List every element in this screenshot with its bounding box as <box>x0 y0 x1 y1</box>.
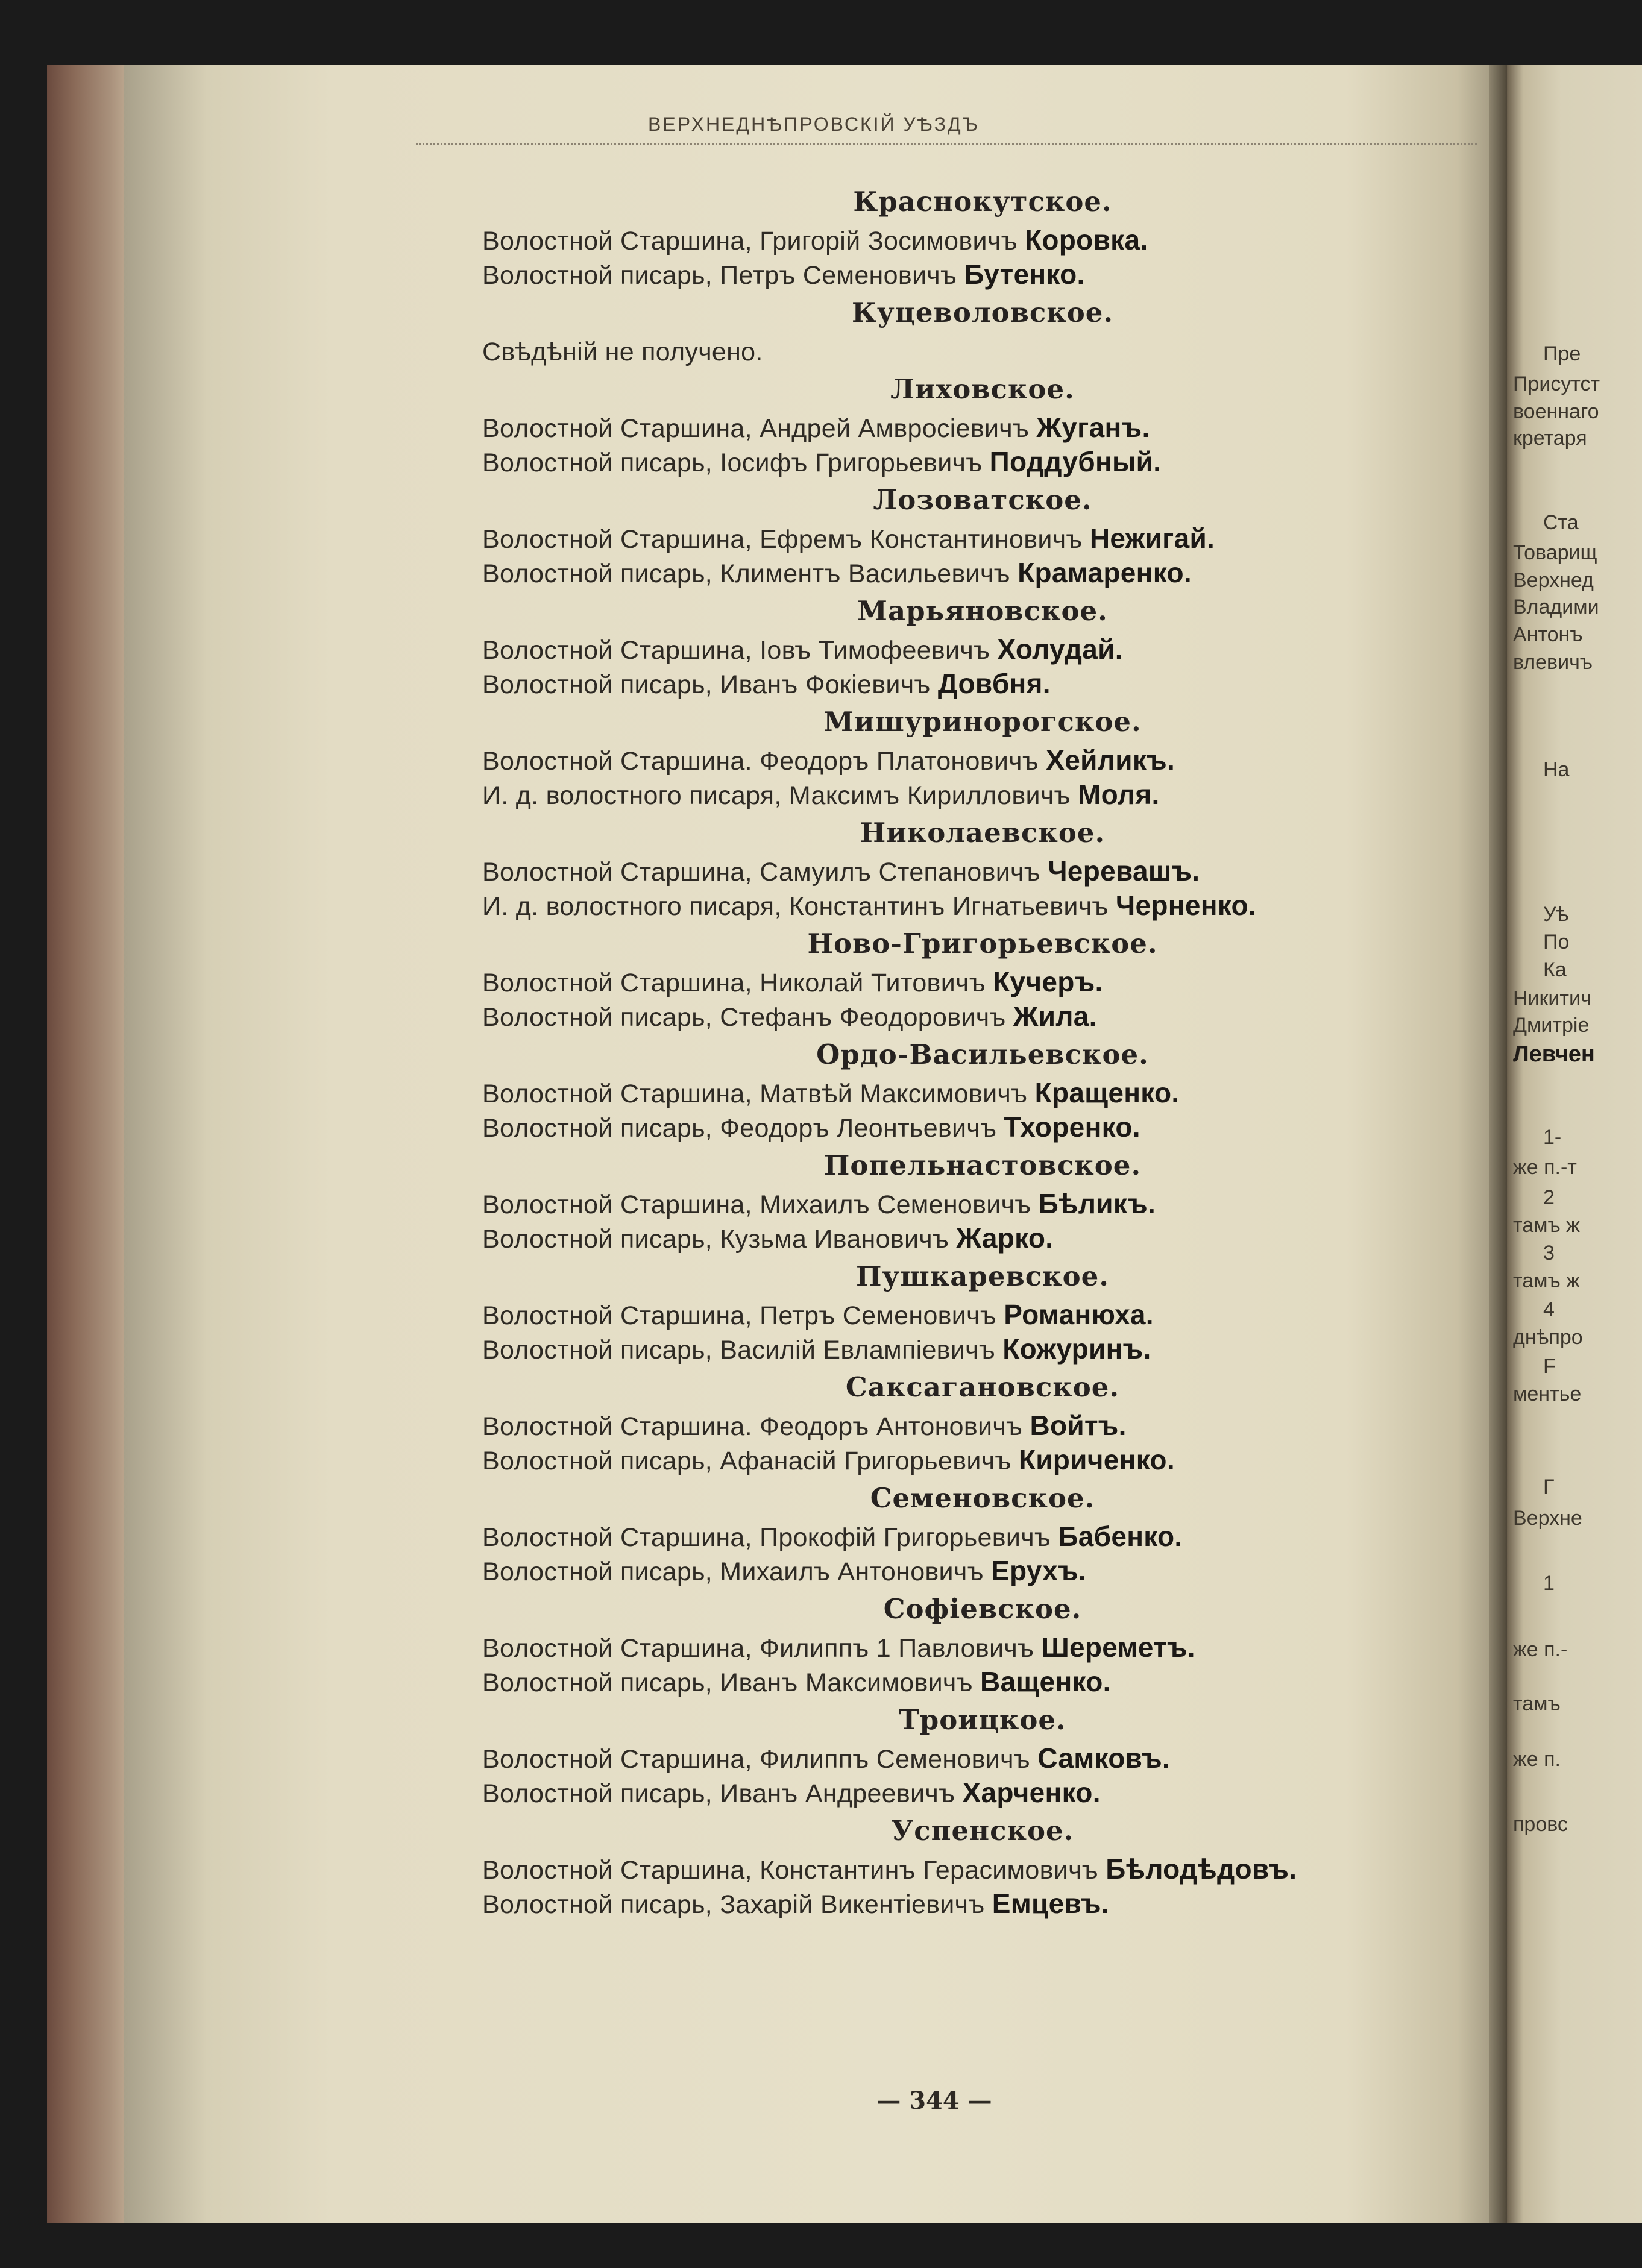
volost-entry <box>482 1810 1459 1921</box>
official-surname: Кириченко. <box>1018 1444 1175 1475</box>
official-text: Волостной Старшина. Феодоръ Антоновичъ <box>482 1412 1030 1441</box>
official-line <box>482 1741 1459 1776</box>
volost-title: Пушкаревское. <box>856 1260 1109 1292</box>
official-line <box>482 1221 1459 1255</box>
volost-title: Николаевское. <box>860 817 1106 849</box>
volost-entry <box>482 181 1459 292</box>
official-text: Волостной Старшина, Филиппъ 1 Павловичъ <box>482 1634 1042 1663</box>
official-line <box>482 1332 1459 1366</box>
official-text: Волостной Старшина. Феодоръ Платоновичъ <box>482 747 1046 776</box>
official-text: Волостной Старшина, Андрей Амвросіевичъ <box>482 414 1037 443</box>
official-surname: Жарко. <box>956 1222 1054 1254</box>
official-surname: Бѣлодѣдовъ. <box>1106 1853 1297 1885</box>
right-page-fragment: Ста <box>1543 511 1579 534</box>
official-surname: Коровка. <box>1025 224 1148 256</box>
volost-entry <box>482 1588 1459 1699</box>
official-surname: Шереметъ. <box>1041 1632 1195 1663</box>
official-surname: Ерухъ. <box>991 1555 1087 1586</box>
official-surname: Жуганъ. <box>1036 412 1150 443</box>
official-surname: Холудай. <box>997 633 1123 665</box>
right-page-fragment: тамъ <box>1513 1692 1561 1715</box>
official-line <box>482 1630 1459 1665</box>
official-line <box>482 1554 1459 1588</box>
right-page-fragment: Верхне <box>1513 1507 1582 1530</box>
right-page-fragment: Пре <box>1543 342 1581 365</box>
right-page-fragment: днѣпро <box>1513 1326 1583 1349</box>
volost-entry <box>482 479 1459 590</box>
volost-title: Лиховское. <box>890 373 1075 405</box>
volost-entry <box>482 368 1459 479</box>
official-text: Волостной Старшина, Михаилъ Семеновичъ <box>482 1190 1039 1219</box>
official-line <box>482 1665 1459 1699</box>
official-line <box>482 1110 1459 1145</box>
right-page-fragment: Антонъ <box>1513 623 1583 646</box>
official-line <box>482 743 1459 777</box>
official-surname: Моля. <box>1077 779 1160 810</box>
official-text: Волостной Старшина, Прокофій Григорьевичъ <box>482 1523 1058 1552</box>
official-line <box>482 1886 1459 1921</box>
official-text: Волостной Старшина, Петръ Семеновичъ <box>482 1301 1004 1330</box>
official-text: Волостной писарь, Іосифъ Григорьевичъ <box>482 448 990 477</box>
right-page-fragment: же п.-т <box>1513 1156 1577 1179</box>
page-number: — 344 — <box>876 2087 992 2115</box>
official-text: Волостной писарь, Феодоръ Леонтьевичъ <box>482 1114 1004 1143</box>
volost-title: Мишуринорогское. <box>823 706 1142 738</box>
right-page-fragment: тамъ ж <box>1513 1269 1580 1292</box>
official-surname: Нежигай. <box>1089 523 1215 554</box>
official-line <box>482 777 1459 812</box>
official-surname: Бутенко. <box>964 259 1085 290</box>
official-text: Волостной писарь, Климентъ Васильевичъ <box>482 559 1018 588</box>
right-page-fragment: Ка <box>1543 958 1567 981</box>
right-page-fragment: 2 <box>1543 1186 1555 1209</box>
volost-entry <box>482 1699 1459 1810</box>
official-surname: Поддубный. <box>989 446 1162 477</box>
official-line <box>482 1298 1459 1332</box>
volost-title: Успенское. <box>891 1815 1074 1847</box>
volost-title: Краснокутское. <box>853 186 1112 218</box>
right-page-fragment: По <box>1543 931 1570 953</box>
official-line <box>482 1076 1459 1110</box>
official-line <box>482 1409 1459 1443</box>
volost-title: Ордо-Васильевское. <box>816 1038 1149 1070</box>
official-line <box>482 965 1459 999</box>
volost-entry <box>482 812 1459 923</box>
volost-title: Лозоватское. <box>873 484 1092 516</box>
official-line <box>482 1519 1459 1554</box>
volost-title: Куцеволовское. <box>851 297 1114 328</box>
right-page-fragment: Присутст <box>1513 372 1600 395</box>
right-page-fragment: же п. <box>1513 1748 1561 1771</box>
official-text: И. д. волостного писаря, Константинъ Игнатьевичъ <box>482 892 1116 921</box>
official-line <box>482 1776 1459 1810</box>
volost-entry <box>482 590 1459 701</box>
volost-entry <box>482 923 1459 1034</box>
official-text: Волостной писарь, Иванъ Фокіевичъ <box>482 670 938 699</box>
right-page-fragment: тамъ ж <box>1513 1214 1580 1237</box>
page-gutter <box>1489 65 1507 2223</box>
official-text: Волостной писарь, Михаилъ Антоновичъ <box>482 1557 991 1586</box>
right-page-fragment: 1 <box>1543 1572 1555 1595</box>
official-surname: Черевашъ. <box>1048 855 1200 887</box>
volost-entry <box>482 1145 1459 1255</box>
volost-title: Семеновское. <box>870 1482 1095 1514</box>
volost-title: Попельнастовское. <box>823 1149 1142 1181</box>
official-line <box>482 667 1459 701</box>
right-page-fragment: 1- <box>1543 1126 1562 1149</box>
official-text: Волостной писарь, Кузьма Ивановичъ <box>482 1225 957 1254</box>
volost-title: Троицкое. <box>899 1704 1066 1736</box>
official-text: Волостной Старшина, Матвѣй Максимовичъ <box>482 1079 1035 1108</box>
right-page-fragment: ментье <box>1513 1383 1582 1406</box>
right-page-fragment: влевичъ <box>1513 651 1593 674</box>
header-rule <box>416 143 1477 145</box>
volost-title: Саксагановское. <box>845 1371 1120 1403</box>
official-line <box>482 445 1459 479</box>
volost-title: Ново-Григорьевское. <box>807 928 1158 960</box>
official-line <box>482 999 1459 1034</box>
official-text: Волостной писарь, Василій Евлампіевичъ <box>482 1336 1003 1365</box>
right-page-fragment: На <box>1543 758 1570 781</box>
official-line <box>482 257 1459 292</box>
official-text: Волостной писарь, Петръ Семеновичъ <box>482 261 964 290</box>
official-line <box>482 556 1459 590</box>
official-text: Волостной Старшина, Николай Титовичъ <box>482 969 993 997</box>
official-line <box>482 521 1459 556</box>
right-page-fragment: Никитич <box>1513 987 1591 1010</box>
official-line <box>482 1443 1459 1477</box>
official-text: Волостной Старшина, Филиппъ Семеновичъ <box>482 1745 1038 1774</box>
right-page-fragment: Г <box>1543 1475 1555 1498</box>
official-surname: Бѣликъ. <box>1038 1188 1156 1219</box>
right-page-fragment: военнаго <box>1513 400 1599 423</box>
official-text: Волостной Старшина, Іовъ Тимофеевичъ <box>482 636 998 665</box>
volost-entry <box>482 701 1459 812</box>
right-page <box>1507 65 1642 2223</box>
official-surname: Кращенко. <box>1034 1077 1180 1108</box>
official-line <box>482 334 1459 368</box>
official-surname: Бабенко. <box>1058 1521 1183 1552</box>
official-text: Волостной писарь, Иванъ Максимовичъ <box>482 1668 981 1697</box>
official-surname: Харченко. <box>962 1777 1101 1808</box>
official-surname: Тхоренко. <box>1004 1111 1140 1143</box>
official-text: Волостной Старшина, Константинъ Герасимовичъ <box>482 1856 1106 1885</box>
official-surname: Романюха. <box>1004 1299 1154 1330</box>
official-surname: Войтъ. <box>1030 1410 1127 1441</box>
official-surname: Кожуринъ. <box>1002 1333 1151 1365</box>
right-page-fragment: же п.- <box>1513 1638 1568 1661</box>
right-page-fragment: Уѣ <box>1543 903 1569 926</box>
volost-entry <box>482 292 1459 368</box>
right-page-fragment: провс <box>1513 1813 1568 1836</box>
right-page-fragment: Дмитріе <box>1513 1014 1590 1037</box>
right-page-fragment: Левчен <box>1513 1041 1595 1067</box>
volost-title: Марьяновское. <box>857 595 1108 627</box>
right-page-fragment: Товарищ <box>1513 541 1597 564</box>
official-text: Волостной писарь, Стефанъ Феодоровичъ <box>482 1003 1013 1032</box>
official-text: Свѣдѣній не получено. <box>482 338 763 366</box>
volost-entry <box>482 1477 1459 1588</box>
official-text: Волостной писарь, Иванъ Андреевичъ <box>482 1779 963 1808</box>
official-surname: Черненко. <box>1115 890 1257 921</box>
volost-title: Софіевское. <box>883 1593 1082 1625</box>
entries-list <box>482 181 1459 1921</box>
official-surname: Самковъ. <box>1037 1742 1170 1774</box>
official-surname: Крамаренко. <box>1018 557 1192 588</box>
volost-entry <box>482 1366 1459 1477</box>
right-page-fragment: 3 <box>1543 1242 1555 1264</box>
official-text: Волостной писарь, Захарій Викентіевичъ <box>482 1890 992 1919</box>
official-surname: Ващенко. <box>980 1666 1111 1697</box>
volost-entry <box>482 1034 1459 1145</box>
official-line <box>482 223 1459 257</box>
official-text: И. д. волостного писаря, Максимъ Кирилловичъ <box>482 781 1078 810</box>
right-page-fragment: кретаря <box>1513 427 1587 450</box>
official-surname: Емцевъ. <box>992 1888 1109 1919</box>
running-header: ВЕРХНЕДНѢПРОВСКІЙ УѢЗДЪ <box>648 113 980 135</box>
official-line <box>482 1852 1459 1886</box>
right-page-fragment: Владими <box>1513 595 1599 618</box>
official-surname: Довбня. <box>937 668 1051 699</box>
official-text: Волостной Старшина, Ефремъ Константиновичъ <box>482 525 1090 554</box>
official-line <box>482 1187 1459 1221</box>
volost-entry <box>482 1255 1459 1366</box>
right-page-fragment: 4 <box>1543 1298 1555 1321</box>
official-line <box>482 854 1459 888</box>
official-text: Волостной Старшина, Самуилъ Степановичъ <box>482 858 1048 887</box>
official-text: Волостной писарь, Афанасій Григорьевичъ <box>482 1447 1019 1475</box>
official-line <box>482 632 1459 667</box>
official-surname: Хейликъ. <box>1046 744 1175 776</box>
official-surname: Кучеръ. <box>993 966 1103 997</box>
official-line <box>482 888 1459 923</box>
official-line <box>482 410 1459 445</box>
official-surname: Жила. <box>1013 1000 1097 1032</box>
official-text: Волостной Старшина, Григорій Зосимовичъ <box>482 227 1025 256</box>
right-page-fragment: Верхнед <box>1513 569 1594 592</box>
right-page-fragment: F <box>1543 1355 1556 1378</box>
